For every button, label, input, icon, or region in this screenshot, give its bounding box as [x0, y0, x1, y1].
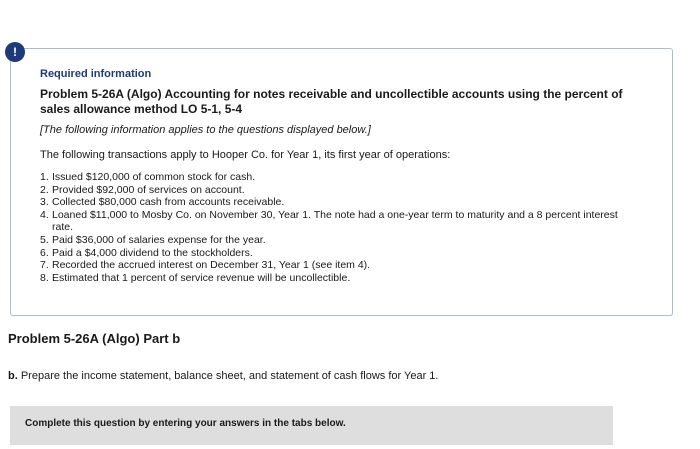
transactions-intro: The following transactions apply to Hooper Co. for Year 1, its first year of operations: — [40, 149, 451, 161]
transaction-item — [40, 234, 640, 247]
transaction-text: Collected $80,000 cash from accounts receivable. — [52, 196, 285, 209]
transaction-text: Recorded the accrued interest on December 31, Year 1 (see item 4). — [52, 259, 371, 272]
transaction-number: 4. — [40, 208, 49, 221]
complete-question-bar — [10, 406, 613, 445]
transaction-text: Provided $92,000 of services on account. — [52, 183, 245, 196]
transaction-number: 2. — [40, 183, 49, 196]
part-b-instruction — [8, 370, 438, 382]
transaction-number: 6. — [40, 246, 49, 259]
applies-note: [The following information applies to the questions displayed below.] — [40, 124, 371, 136]
transaction-item — [40, 259, 640, 272]
required-info-box — [10, 48, 673, 316]
transaction-text: Paid $36,000 of salaries expense for the year. — [52, 233, 266, 246]
part-title: Problem 5-26A (Algo) Part b — [8, 331, 181, 346]
required-info-heading: Required information — [40, 68, 152, 80]
alert-icon: ! — [5, 42, 25, 62]
transaction-item — [40, 171, 640, 184]
transaction-item — [40, 184, 640, 197]
part-b-label: b. — [8, 370, 18, 382]
transaction-text: Issued $120,000 of common stock for cash. — [52, 171, 256, 183]
part-b-text: Prepare the income statement, balance sheet, and statement of cash flows for Year 1. — [20, 370, 439, 382]
transaction-number: 3. — [40, 196, 49, 209]
transactions-list — [40, 171, 640, 284]
complete-question-text: Complete this question by entering your answers in the tabs below. — [25, 418, 346, 429]
transaction-number: 8. — [40, 271, 49, 284]
transaction-item — [40, 247, 640, 260]
transaction-text: Paid a $4,000 dividend to the stockholders. — [52, 246, 253, 259]
transaction-number: 1. — [40, 171, 49, 183]
transaction-item — [40, 196, 640, 209]
transaction-text: Loaned $11,000 to Mosby Co. on November 30, Year 1. The note had a one-year term to maturity and a 8 percent interest rate. — [52, 208, 618, 234]
transaction-number: 5. — [40, 233, 49, 246]
transaction-number: 7. — [40, 259, 49, 272]
transaction-item — [40, 272, 640, 285]
transaction-text: Estimated that 1 percent of service revenue will be uncollectible. — [52, 271, 351, 284]
transaction-item — [40, 209, 640, 234]
problem-title: Problem 5-26A (Algo) Accounting for notes receivable and uncollectible accounts using the percent of sales allowance method LO 5-1, 5-4 — [40, 87, 623, 116]
